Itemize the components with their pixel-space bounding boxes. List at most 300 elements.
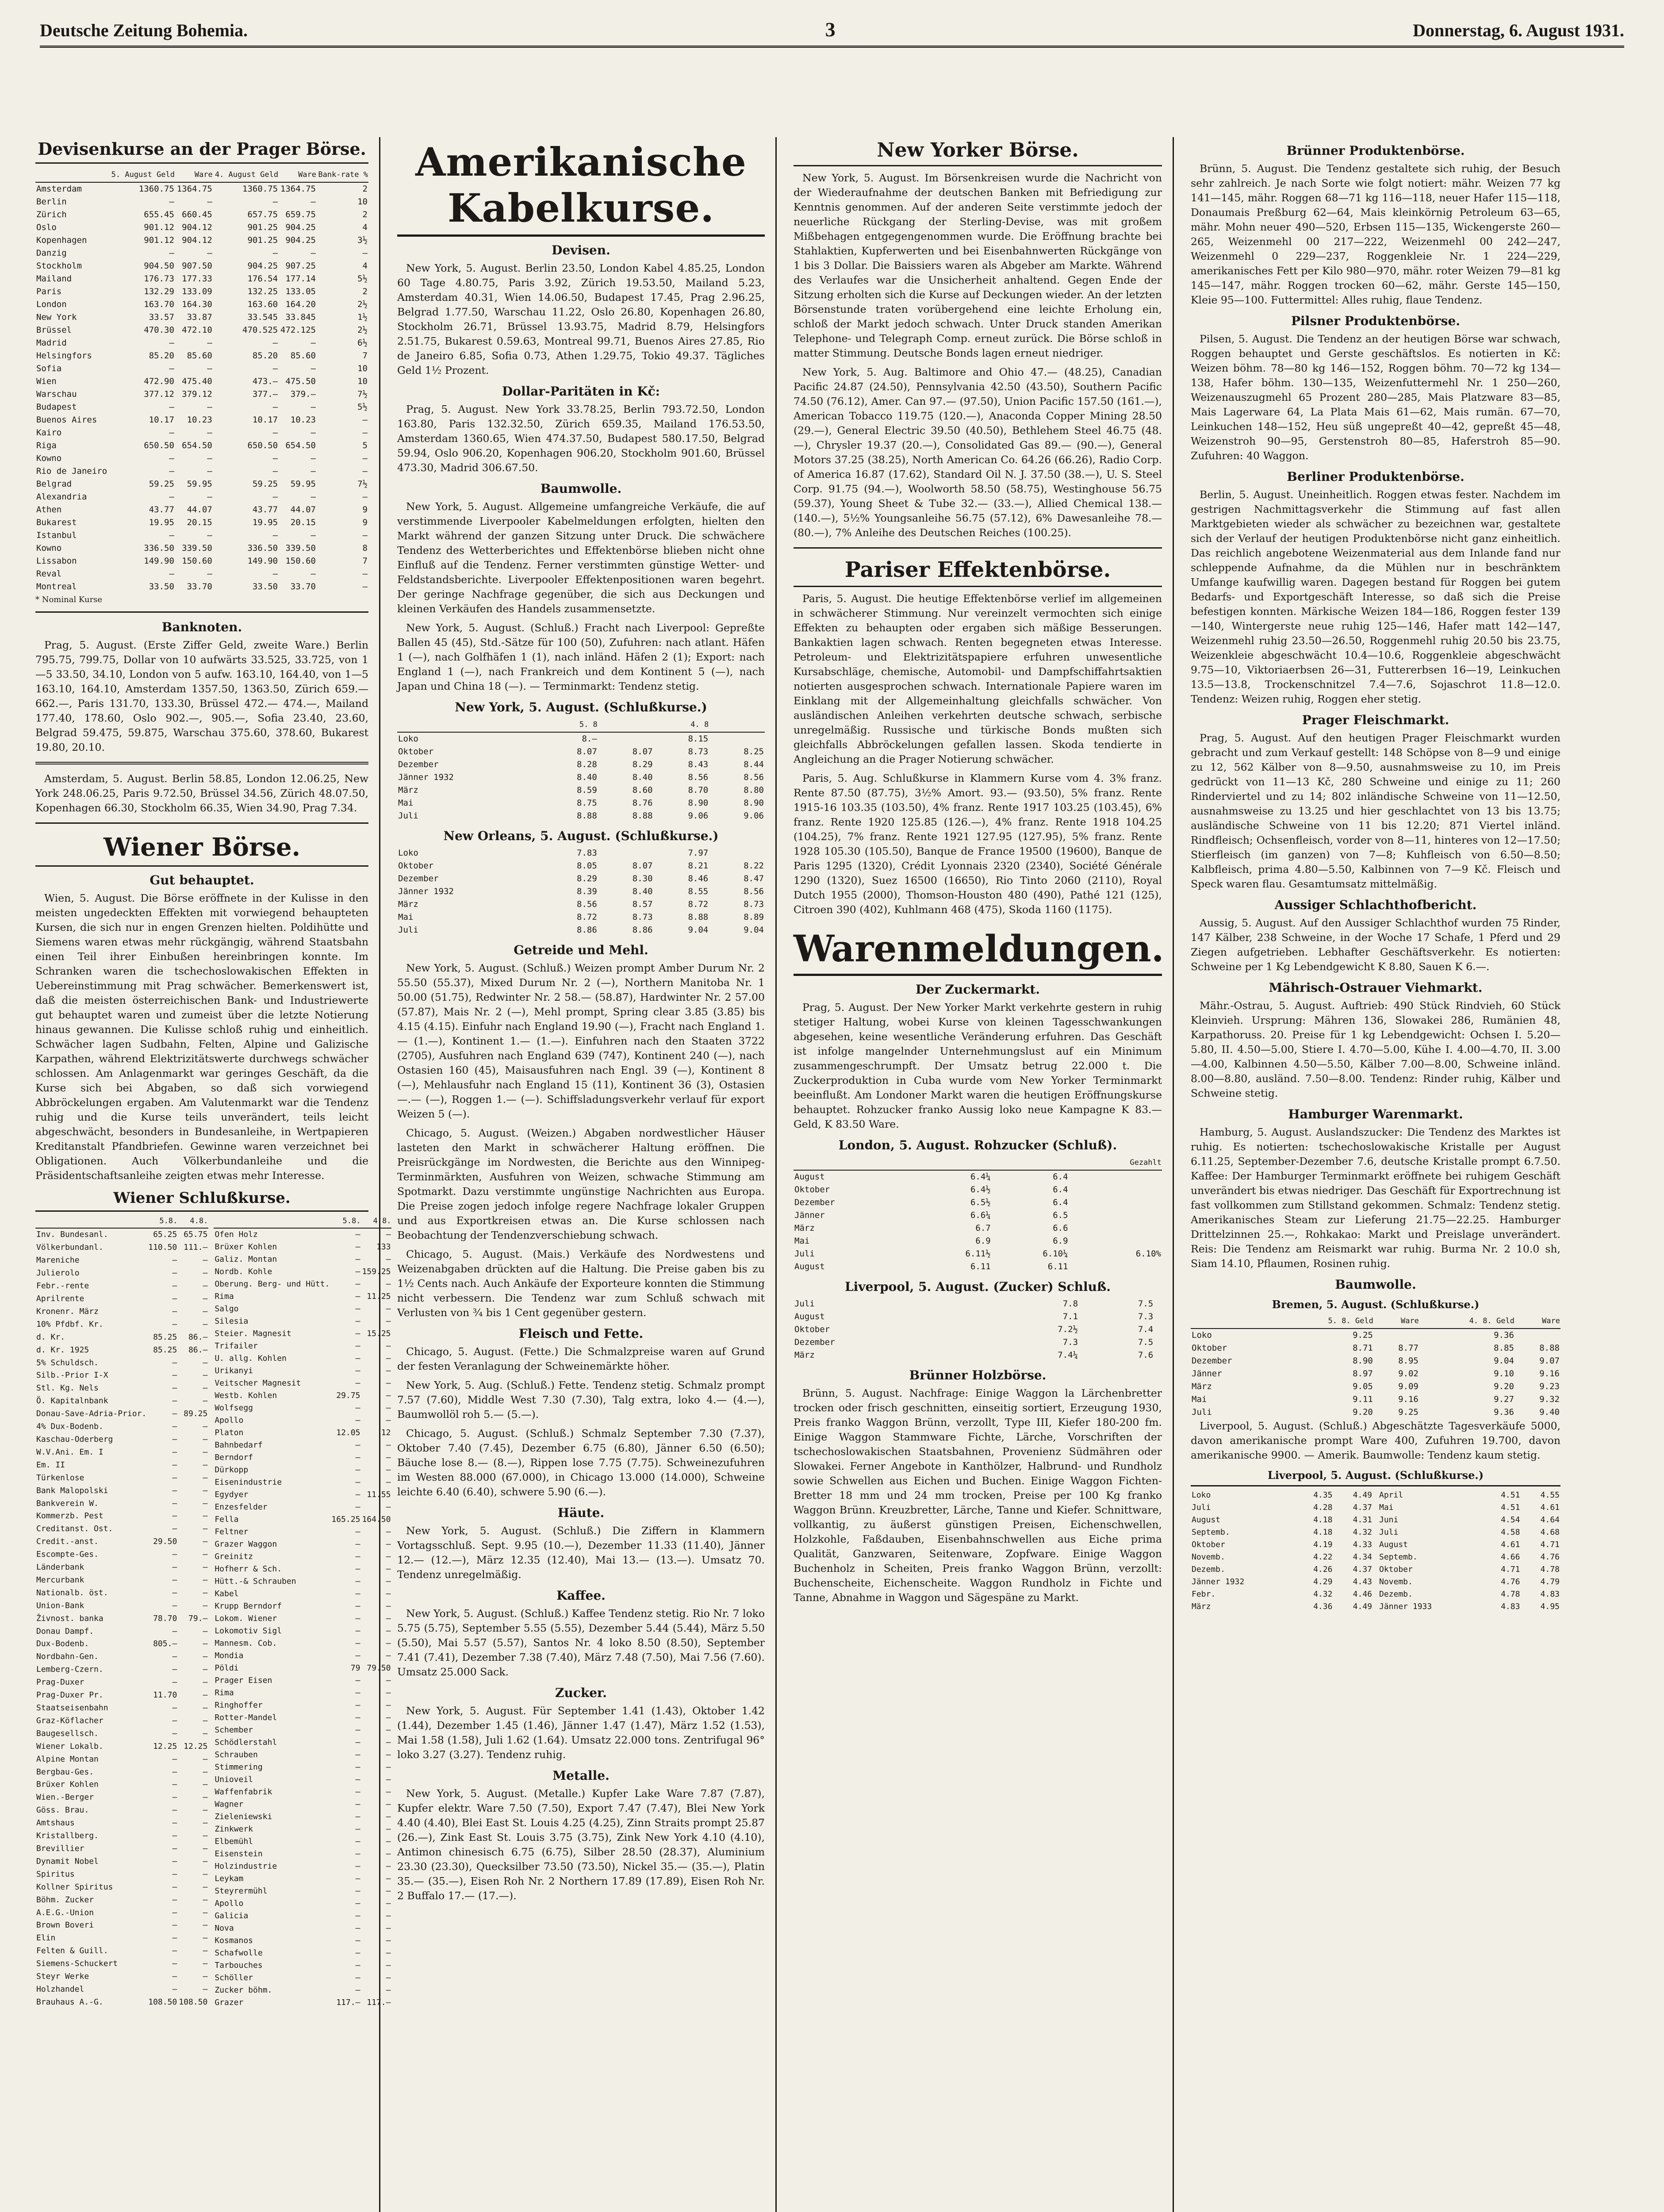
schluss-row bbox=[214, 1315, 391, 1328]
row-value: 33.87 bbox=[187, 312, 212, 322]
bremen-row bbox=[1191, 1342, 1560, 1355]
row-label: Silesia bbox=[215, 1317, 249, 1326]
row-value: 4.78 bbox=[1501, 1590, 1520, 1599]
row-value: 4.68 bbox=[1540, 1528, 1560, 1537]
baumwolle-heading: Baumwolle. bbox=[1335, 1277, 1416, 1292]
schluss-row bbox=[35, 1484, 208, 1497]
row-value: 59.25 bbox=[149, 479, 174, 489]
row-value: — bbox=[203, 1703, 208, 1713]
row-value: — bbox=[355, 1787, 360, 1797]
row-value: — bbox=[311, 248, 316, 258]
row-value: — bbox=[172, 1575, 177, 1585]
schluss-row bbox=[35, 1523, 208, 1536]
row-value: — bbox=[172, 1358, 177, 1367]
row-value: 4.66 bbox=[1501, 1552, 1520, 1562]
row-value: 8.25 bbox=[744, 747, 764, 757]
row-value: 133.05 bbox=[285, 287, 316, 296]
schluss-row bbox=[35, 1638, 208, 1651]
row-value: 9.09 bbox=[1398, 1382, 1419, 1391]
zuckermarkt-subheading: Der Zuckermarkt. bbox=[915, 982, 1040, 997]
row-value: — bbox=[386, 1255, 391, 1264]
row-value: — bbox=[203, 1473, 208, 1482]
row-value: — bbox=[386, 1985, 391, 1995]
row-label: Lissabon bbox=[36, 556, 77, 566]
row-label: Brüxer Kohlen bbox=[36, 1780, 99, 1790]
row-value: 11.55 bbox=[367, 1490, 391, 1499]
schluss-row bbox=[35, 1331, 208, 1344]
schluss-row bbox=[214, 1439, 391, 1452]
table-header-cell: 5. 8. Geld bbox=[1278, 1314, 1374, 1329]
baumwolle-text: New York, 5. August. (Schluß.) Fracht nach Liverpool: Gepreßte Ballen 45 (45), Std.-Sätze für 100 (50), Zufuhren: nach atlant. Häfen 1 (—), nach Golfhäfen 1 (1), nach inländ. Häfen 2 (1); Export: nach England 1 (—), nach Frankreich und dem Kontinent 5 (—), nach Japan und China 18 (—). — Terminmarkt: Tendenz stetig. bbox=[397, 622, 765, 692]
table-header-cell: 5.8. bbox=[147, 1214, 178, 1228]
liverpool-zucker-row bbox=[794, 1349, 1162, 1362]
row-label: Oktober bbox=[1192, 1540, 1225, 1549]
schluss-row bbox=[214, 1352, 391, 1365]
schluss-row bbox=[35, 1791, 208, 1804]
row-value: 8.40 bbox=[577, 772, 597, 782]
row-value: 65.75 bbox=[184, 1230, 208, 1240]
metalle-text: New York, 5. August. (Metalle.) Kupfer Lake Ware 7.87 (7.87), Kupfer elektr. Ware 7.50 (7.50), Export 7.47 (7.47), Blei New York 4.40 (4.40), Blei East St. Louis 4.25 (4.25), Zinn Straits prompt 25.87 (26.—), Zink East St. Louis 3.75 (3.75), Zink New York 4.10 (4.10), Antimon chinesisch 6.75 (6.75), Silber 28.50 (28.37), Aluminium 23.30 (23.30), Quecksilber 73.50 (73.50), Nickel 35.— (35.—), Platin 35.— (35.—), Eisen Roh Nr. 2 Northern 17.89 (17.89), Eisen Roh Nr. 2 Buffalo 17.— (17.—). bbox=[397, 1787, 765, 1902]
row-value: 4.49 bbox=[1353, 1490, 1372, 1500]
row-value bbox=[1374, 1329, 1419, 1342]
row-label: Dezember bbox=[794, 1337, 835, 1347]
schluss-heading: Wiener Schlußkurse. bbox=[113, 1189, 291, 1207]
schluss-row bbox=[214, 1402, 391, 1414]
row-value: 472.90 bbox=[144, 376, 174, 386]
row-label: Novemb. bbox=[1379, 1577, 1413, 1586]
row-label: Kowno bbox=[36, 543, 62, 553]
devisen-row bbox=[35, 349, 368, 362]
row-value bbox=[1069, 1235, 1162, 1248]
row-label: U. allg. Kohlen bbox=[215, 1354, 287, 1363]
row-label: Lemberg-Czern. bbox=[36, 1665, 104, 1674]
row-value: — bbox=[203, 1780, 208, 1790]
liverpool-baumwolle-row bbox=[1191, 1514, 1373, 1526]
row-value: — bbox=[362, 492, 368, 502]
row-value: 7½ bbox=[357, 479, 368, 489]
divider bbox=[35, 762, 368, 764]
row-value: — bbox=[386, 1366, 391, 1375]
schluss-row bbox=[214, 1650, 391, 1662]
bremen-row bbox=[1191, 1406, 1560, 1419]
devisen-row bbox=[35, 375, 368, 388]
newspaper-title: Deutsche Zeitung Bohemia. bbox=[40, 20, 248, 40]
row-label: Donau-Save-Adria-Prior. bbox=[36, 1409, 147, 1419]
liverpool-zucker-row bbox=[794, 1323, 1162, 1336]
row-value: 6.4 bbox=[1053, 1198, 1068, 1207]
row-value: 15.25 bbox=[367, 1329, 391, 1338]
row-label: 5% Schuldsch. bbox=[36, 1358, 99, 1367]
row-label: Dürkopp bbox=[215, 1465, 249, 1475]
haeute-text: New York, 5. August. (Schluß.) Die Ziffern in Klammern Vortagsschluß. Sept. 9.95 (10.—), Dezember 11.33 (11.40), Jänner 12.— (12.—), März 12.35 (12.40), Mai 13.— (13.—). Umsatz 70. Tendenz unregelmäßig. bbox=[397, 1525, 765, 1581]
row-value: — bbox=[386, 1837, 391, 1846]
row-value: — bbox=[207, 364, 212, 373]
row-label: Mai bbox=[1192, 1394, 1207, 1404]
row-value: — bbox=[362, 428, 368, 438]
row-value: — bbox=[355, 1255, 360, 1264]
baumwolle-subheading: Baumwolle. bbox=[540, 481, 622, 496]
row-value bbox=[1069, 1183, 1162, 1196]
row-value: — bbox=[203, 1882, 208, 1892]
row-label: Loko bbox=[1192, 1330, 1212, 1340]
devisen-row bbox=[35, 311, 368, 324]
row-value: 4.61 bbox=[1501, 1540, 1520, 1549]
table-header-cell: 5.8. bbox=[330, 1214, 361, 1228]
row-label: Febr. bbox=[1192, 1590, 1216, 1599]
norleans-row bbox=[397, 911, 765, 924]
bremen-heading: Bremen, 5. August. (Schlußkurse.) bbox=[1272, 1298, 1480, 1311]
row-value: 9.40 bbox=[1539, 1407, 1560, 1417]
row-value: — bbox=[272, 569, 278, 579]
liverpool-baumwolle-heading: Liverpool, 5. August. (Schlußkurse.) bbox=[1267, 1469, 1484, 1482]
schluss-row bbox=[214, 1811, 391, 1823]
row-label: Schödlerstahl bbox=[215, 1738, 277, 1747]
row-value: 4.31 bbox=[1353, 1515, 1372, 1525]
zucker-subheading: Zucker. bbox=[555, 1686, 607, 1700]
row-value: — bbox=[362, 248, 368, 258]
row-value: 907.50 bbox=[182, 261, 212, 271]
row-value: — bbox=[355, 1725, 360, 1735]
nyb-text: New York, 5. August. Im Börsenkreisen wurde die Nachricht von der Wiederaufnahme der deutschen Banken mit Befriedigung zur Kenntnis genommen. Auf der anderen Seite verstimmte jedoch der neuerliche Rückgang der Sterling-Devise, was mit großem Mißbehagen entgegengenommen wurde. Die Eröffnung brachte bei Stahlaktien, Kupferwerten und bei Eisenbahnwerten Rückgänge von 1 bis 3 Dollar. Die Baissiers waren als Abgeber am Markte. Während des Verlaufes war die Unsicherheit anhaltend. Gegen Ende der Sitzung erholten sich die Kurse auf Deckungen wieder. An der letzten Börsenstunde traten vorübergehend eine leichte Erholung ein, schloß der Markt jedoch schwach. Unter Druck standen Amerikan Telephone- und Telegraph Comp. erneut zurück. Die Börse schloß in matter Stimmung. Deutsche Bonds lagen erneut niedriger. bbox=[794, 172, 1162, 359]
schluss-row bbox=[35, 1919, 208, 1932]
row-value: 379.12 bbox=[182, 389, 212, 399]
row-label: New York bbox=[36, 312, 77, 322]
table-header-cell: Gezahlt bbox=[1069, 1156, 1162, 1170]
row-value: 4.58 bbox=[1501, 1528, 1520, 1537]
row-value: 5½ bbox=[357, 274, 368, 284]
row-value: 163.60 bbox=[247, 300, 278, 309]
row-value: 159.25 bbox=[362, 1267, 391, 1276]
hamburger-text: Hamburg, 5. August. Auslandszucker: Die Tendenz des Marktes ist ruhig. Es notierten: tschechoslowakische Kristalle per August 6.11.25, September-Dezember 7.6, deutsche Kristalle prompt 6.7.50. Kaffee: Der Hamburger Terminmarkt eröffnete bei ruhigem Geschäft unverändert bis etwas niedriger. Das Geschäft für Exportrechnung ist fast vollkommen zum Stillstand gekommen. Schmalz: Tendenz stetig. Amerikanisches Steam zur Lieferung 21.75—22.25. Hamburger Drittelzinnen 25.—, Rohkakao: Markt und Preislage unverändert. Reis: Die Tendenz am Reismarkt war ruhig. Burma Nr. 2 10.0 sh, Siam 14.10, Pflaumen, Rosinen ruhig. bbox=[1191, 1126, 1560, 1270]
row-label: Westb. Kohlen bbox=[215, 1391, 277, 1400]
schluss-row bbox=[214, 1885, 391, 1897]
row-label: Holzhandel bbox=[36, 1984, 84, 1994]
row-label: Oslo bbox=[36, 223, 57, 232]
row-value: 9.36 bbox=[1494, 1330, 1514, 1340]
row-label: Oktober bbox=[794, 1325, 830, 1334]
row-value: 377.— bbox=[252, 389, 278, 399]
row-value: 33.50 bbox=[149, 582, 174, 591]
row-label: d. Kr. bbox=[36, 1332, 65, 1342]
row-label: Waffenfabrik bbox=[215, 1787, 272, 1797]
row-value: — bbox=[386, 1874, 391, 1883]
schluss-row bbox=[35, 1676, 208, 1689]
fleisch-subheading: Fleisch und Fette. bbox=[518, 1326, 644, 1341]
row-value: 19.95 bbox=[252, 518, 278, 527]
schluss-row bbox=[214, 1897, 391, 1910]
row-value: 4.32 bbox=[1313, 1590, 1333, 1599]
schluss-row bbox=[214, 1749, 391, 1761]
row-value: 8.29 bbox=[577, 874, 597, 883]
row-value: 4.34 bbox=[1353, 1552, 1372, 1562]
row-value: — bbox=[362, 453, 368, 463]
row-value: 472.10 bbox=[182, 325, 212, 335]
row-value: 1360.75 bbox=[242, 184, 278, 194]
row-label: Juli bbox=[1192, 1407, 1212, 1417]
row-label: Oktober bbox=[794, 1185, 830, 1194]
row-value: 904.25 bbox=[285, 235, 316, 245]
row-value: 165.25 bbox=[331, 1515, 360, 1524]
hamburger-heading: Hamburger Warenmarkt. bbox=[1288, 1107, 1463, 1121]
row-label: Steyr Werke bbox=[36, 1972, 89, 1982]
row-value: 176.54 bbox=[247, 274, 278, 284]
row-label: Dezember bbox=[398, 760, 439, 769]
row-value: — bbox=[311, 197, 316, 207]
row-label: Rima bbox=[215, 1292, 234, 1301]
row-value: — bbox=[169, 248, 174, 258]
row-value: — bbox=[172, 1920, 177, 1930]
row-value: 9.25 bbox=[1353, 1330, 1373, 1340]
row-label: Siemens-Schuckert bbox=[36, 1959, 118, 1969]
row-value: — bbox=[355, 1961, 360, 1970]
row-value: — bbox=[355, 1688, 360, 1697]
liverpool-baumwolle-row bbox=[1191, 1526, 1373, 1539]
row-value: — bbox=[386, 1403, 391, 1413]
devisen-heading: Devisenkurse an der Prager Börse. bbox=[35, 137, 368, 164]
row-value: 654.50 bbox=[182, 441, 212, 450]
table-header-cell: 4. 8 bbox=[654, 718, 709, 732]
row-label: Juli bbox=[398, 811, 418, 821]
row-value bbox=[709, 732, 765, 745]
row-value: — bbox=[172, 1473, 177, 1482]
row-value: 9.20 bbox=[1494, 1382, 1514, 1391]
devisen-row bbox=[35, 401, 368, 414]
row-value: 29.75 bbox=[336, 1391, 360, 1400]
row-label: Holzindustrie bbox=[215, 1862, 277, 1871]
row-value: 6.5 bbox=[1053, 1210, 1068, 1220]
schluss-row bbox=[35, 1996, 208, 2009]
column-4 bbox=[1191, 137, 1571, 2212]
row-value: 4.79 bbox=[1540, 1577, 1560, 1586]
row-value: — bbox=[386, 1738, 391, 1747]
table-header-cell: Bank-rate % bbox=[317, 168, 368, 182]
row-label: Mercurbank bbox=[36, 1575, 84, 1585]
devisen-row bbox=[35, 298, 368, 311]
row-value: 8.30 bbox=[632, 874, 653, 883]
row-label: Wien.-Berger bbox=[36, 1793, 94, 1802]
row-value: 86.— bbox=[188, 1332, 208, 1342]
row-label: Belgrad bbox=[36, 479, 72, 489]
table-header-cell: 4. 8. Geld bbox=[1419, 1314, 1515, 1329]
row-value: — bbox=[203, 1319, 208, 1329]
row-label: Jänner bbox=[1192, 1369, 1222, 1379]
row-label: März bbox=[1192, 1382, 1212, 1391]
row-value: 8.07 bbox=[577, 747, 597, 757]
devisen-row bbox=[35, 273, 368, 285]
divider bbox=[35, 822, 368, 824]
devisen-row bbox=[35, 503, 368, 516]
row-label: Völkerbundanl. bbox=[36, 1243, 104, 1252]
table-header-cell: 4.8. bbox=[178, 1214, 208, 1228]
liverpool-table-left bbox=[1191, 1489, 1373, 1613]
row-value: 10.23 bbox=[187, 415, 212, 425]
schluss-row bbox=[214, 1563, 391, 1575]
row-value: — bbox=[203, 1383, 208, 1393]
row-value: 8.73 bbox=[744, 899, 764, 909]
row-value bbox=[598, 732, 654, 745]
liverpool-baumwolle-row bbox=[1191, 1502, 1373, 1514]
row-label: Bank Malopolski bbox=[36, 1486, 108, 1495]
liverpool-baumwolle-row bbox=[1191, 1489, 1373, 1502]
row-value: — bbox=[355, 1279, 360, 1289]
row-label: Riga bbox=[36, 441, 57, 450]
row-value: — bbox=[203, 1371, 208, 1380]
row-value: 8.46 bbox=[688, 874, 709, 883]
banknoten-heading: Banknoten. bbox=[161, 620, 242, 634]
row-value: — bbox=[203, 1550, 208, 1559]
row-label: Böhm. Zucker bbox=[36, 1895, 94, 1905]
row-label: Dynamit Nobel bbox=[36, 1856, 99, 1866]
row-value: 8.60 bbox=[632, 785, 653, 795]
devisen-rows bbox=[35, 182, 368, 593]
row-value: — bbox=[203, 1972, 208, 1982]
row-label: Helsingfors bbox=[36, 351, 92, 361]
row-value: — bbox=[172, 1946, 177, 1956]
row-value: — bbox=[386, 1440, 391, 1450]
zuckermarkt-text: Prag, 5. August. Der New Yorker Markt verkehrte gestern in ruhig stetiger Haltung, wobei Kurse von kleinen Tagesschwankungen abgesehen, keine wesentliche Veränderung erfuhren. Das Geschäft ist infolge mangelnder Unternehmungslust auf ein Minimum zusammengeschrumpft. Der Umsatz betrug 22.000 t. Die Zuckerproduktion in Cuba wurde vom New Yorker Terminmarkt beeinflußt. Am Londoner Markt waren die heutigen Eröffnungskurse behauptet. Rohzucker franko Aussig loko neue Kampagne K 83.— Geld, K 83.50 Ware. bbox=[794, 1001, 1162, 1130]
row-value: — bbox=[386, 1391, 391, 1400]
row-value: — bbox=[203, 1869, 208, 1879]
row-label: Rio de Janeiro bbox=[36, 466, 107, 476]
row-value: — bbox=[203, 1524, 208, 1534]
row-value: — bbox=[355, 1701, 360, 1710]
devisen-row bbox=[35, 478, 368, 491]
devisen-row bbox=[35, 285, 368, 298]
bremen-row bbox=[1191, 1380, 1560, 1393]
schluss-row bbox=[214, 1736, 391, 1749]
row-value: 8.88 bbox=[1539, 1343, 1560, 1353]
devisen-row bbox=[35, 414, 368, 426]
schluss-row bbox=[35, 1778, 208, 1791]
aussiger-text: Aussig, 5. August. Auf den Aussiger Schlachthof wurden 75 Rinder, 147 Kälber, 238 Schweine, in der Woche 17 Schafe, 1 Pferd und 29 Ziegen aufgetrieben. Lebhafter Geschäftsverkehr. Es notierten: Schweine per 1 Kg Lebendgewicht K 8.80, Sauen K 6.—. bbox=[1191, 917, 1560, 973]
row-label: Loko bbox=[1192, 1490, 1211, 1500]
row-label: Paris bbox=[36, 287, 62, 296]
norleans-row bbox=[397, 924, 765, 937]
row-value: — bbox=[272, 453, 278, 463]
row-value: 8.56 bbox=[577, 899, 597, 909]
row-value: 2 bbox=[362, 210, 368, 219]
row-label: Jänner 1932 bbox=[1192, 1577, 1245, 1586]
row-value: — bbox=[172, 1588, 177, 1598]
liverpool-baumwolle-rows bbox=[1191, 1489, 1373, 1613]
row-value: 9.16 bbox=[1398, 1394, 1419, 1404]
row-value: — bbox=[355, 1837, 360, 1846]
row-value: 8.29 bbox=[632, 760, 653, 769]
schluss-row bbox=[35, 1293, 208, 1306]
row-value: 4.71 bbox=[1540, 1540, 1560, 1549]
row-value: 7½ bbox=[357, 389, 368, 399]
row-label: Amsterdam bbox=[36, 184, 82, 194]
row-label: Warschau bbox=[36, 389, 77, 399]
devisen-row bbox=[35, 260, 368, 273]
row-label: Hofherr & Sch. bbox=[215, 1564, 282, 1574]
row-value: 3½ bbox=[357, 235, 368, 245]
row-value: 149.90 bbox=[247, 556, 278, 566]
row-label: Em. II bbox=[36, 1460, 65, 1470]
ny-termin-row bbox=[397, 784, 765, 797]
row-value: — bbox=[355, 1911, 360, 1920]
row-value: 6.11½ bbox=[965, 1249, 991, 1259]
schluss-row bbox=[35, 1612, 208, 1625]
row-value: 6.5½ bbox=[970, 1198, 991, 1207]
schluss-row bbox=[35, 1740, 208, 1753]
ny-head-row bbox=[397, 718, 765, 732]
row-value: — bbox=[172, 1767, 177, 1777]
row-value: — bbox=[355, 1478, 360, 1487]
row-label: d. Kr. 1925 bbox=[36, 1345, 89, 1355]
row-value: 177.33 bbox=[182, 274, 212, 284]
schluss-row bbox=[214, 1662, 391, 1674]
dollar-text: Prag, 5. August. New York 33.78.25, Berlin 793.72.50, London 163.80, Paris 132.32.50, Zürich 659.35, Mailand 176.53.50, Amsterdam 1360.65, Wien 474.37.50, Budapest 580.17.50, Belgrad 59.94, Oslo 906.20, Kopenhagen 906.20, Stockholm 901.60, Brüssel 473.30, Madrid 306.67.50. bbox=[397, 403, 765, 474]
row-value: — bbox=[203, 1434, 208, 1444]
row-value: 8.47 bbox=[744, 874, 764, 883]
row-value: — bbox=[386, 1936, 391, 1945]
devisen-row bbox=[35, 465, 368, 478]
ny-termin-rows bbox=[397, 732, 765, 822]
row-value bbox=[1069, 1260, 1162, 1273]
row-label: Krupp Berndorf bbox=[215, 1601, 282, 1611]
schluss-row bbox=[35, 1305, 208, 1318]
row-value: — bbox=[172, 1306, 177, 1316]
row-value bbox=[1069, 1170, 1162, 1183]
row-label: Kommerzb. Pest bbox=[36, 1511, 104, 1521]
row-value: — bbox=[203, 1588, 208, 1598]
row-label: Länderbank bbox=[36, 1563, 84, 1572]
row-label: Stl. Kg. Nels bbox=[36, 1383, 99, 1393]
row-label: Rima bbox=[215, 1688, 234, 1697]
row-value: 4.19 bbox=[1313, 1540, 1333, 1549]
row-value: — bbox=[355, 1453, 360, 1462]
row-label: 10% Pfdbf. Kr. bbox=[36, 1319, 104, 1329]
row-value: 339.50 bbox=[285, 543, 316, 553]
row-label: Kristallberg. bbox=[36, 1831, 99, 1841]
schluss-row bbox=[214, 1253, 391, 1266]
row-value: 4.95 bbox=[1540, 1602, 1560, 1611]
liverpool-baumwolle-row bbox=[1378, 1514, 1560, 1526]
row-label: W.V.Ani. Em. I bbox=[36, 1447, 104, 1457]
kaffee-subheading: Kaffee. bbox=[556, 1588, 606, 1603]
row-label: Feltner bbox=[215, 1527, 249, 1536]
row-value: — bbox=[169, 364, 174, 373]
row-value: 8.88 bbox=[688, 912, 709, 922]
row-value: 19.95 bbox=[149, 518, 174, 527]
row-label: Danzig bbox=[36, 248, 67, 258]
schluss-row bbox=[35, 1727, 208, 1740]
row-value: 904.12 bbox=[182, 235, 212, 245]
row-value: 473.— bbox=[252, 376, 278, 386]
row-value: — bbox=[355, 1924, 360, 1933]
row-value: 117.— bbox=[367, 1998, 391, 2007]
schluss-head-row bbox=[35, 1214, 208, 1228]
devisen-row bbox=[35, 337, 368, 349]
row-label: Dezemb. bbox=[1379, 1590, 1413, 1599]
row-value: — bbox=[386, 1688, 391, 1697]
schluss-row bbox=[35, 1241, 208, 1254]
row-value: — bbox=[203, 1665, 208, 1674]
row-value: — bbox=[169, 569, 174, 579]
schluss-row bbox=[35, 1586, 208, 1599]
row-label: Dezember bbox=[794, 1198, 835, 1207]
row-value: — bbox=[386, 1725, 391, 1735]
divider bbox=[35, 611, 368, 613]
row-value: 8.40 bbox=[632, 887, 653, 896]
row-value: — bbox=[172, 1511, 177, 1521]
schluss-row bbox=[35, 1855, 208, 1868]
row-value: 8.72 bbox=[688, 899, 709, 909]
nyb-heading: New Yorker Börse. bbox=[794, 137, 1162, 166]
row-value: — bbox=[355, 1812, 360, 1821]
schluss-row bbox=[35, 1497, 208, 1510]
